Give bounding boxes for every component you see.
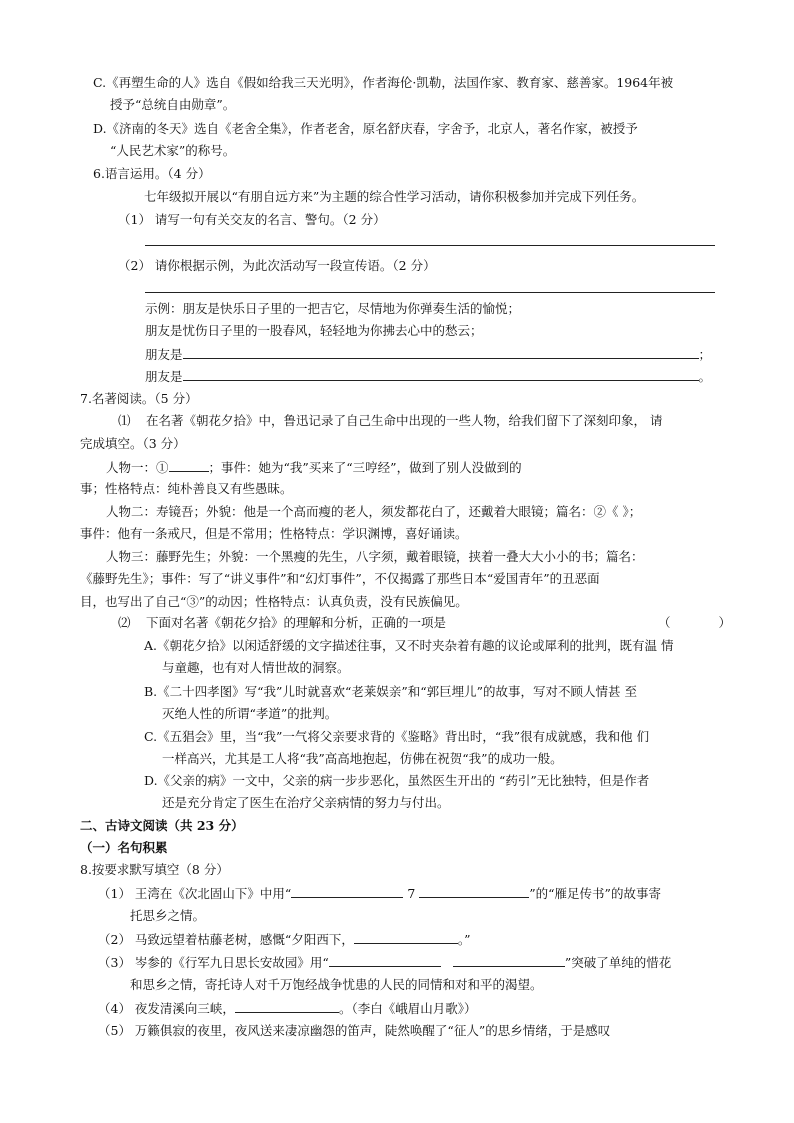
q8-item5-line1: （5） 万籁俱寂的夜里，夜风送来凄凉幽怨的笛声，陡然唤醒了“征人”的思乡情绪，于是感叹 xyxy=(98,1023,611,1038)
q7-person2-line1: 人物二：寿镜吾；外貌：他是一个高而瘦的老人，须发都花白了，还戴着大眼镜；篇名：②《 》； xyxy=(106,504,642,519)
q8-item4-suffix: 。（李白《峨眉山月歌》） xyxy=(338,1001,477,1016)
q8-title: 8.按要求默写填空（8 分） xyxy=(80,862,229,877)
section2-title: 二、古诗文阅读（共 23 分） xyxy=(80,818,244,833)
q7-option-d-line2: 还是充分肯定了医生在治疗父亲病情的努力与付出。 xyxy=(162,795,450,810)
q8-item1-mid: 7 xyxy=(407,886,416,901)
q7-person2-line2: 事件：他有一条戒尺，但是不常用；性格特点：学识渊博，喜好诵读。 xyxy=(80,526,468,541)
q6-example-line2: 朋友是忧伤日子里的一股春风，轻轻地为你拂去心中的愁云； xyxy=(145,323,483,338)
q8-item3-line2: 和思乡之情，寄托诗人对千万饱经战争忧患的人民的同情和对和平的渴望。 xyxy=(130,977,543,992)
q7-option-c-line2: 一样高兴，尤其是工人将“我”高高地抱起，仿佛在祝贺“我”的成功一般。 xyxy=(162,751,563,766)
q8-item2-blank[interactable] xyxy=(354,931,458,944)
q5-option-c-line1: C.《再塑生命的人》选自《假如给我三天光明》，作者海伦·凯勒，法国作家、教育家、慈善家。1964年被 xyxy=(93,75,674,90)
q8-item1-suffix: ”的“雁足传书”的故事寄 xyxy=(529,886,661,901)
q5-option-d-line2: “人民艺术家”的称号。 xyxy=(110,143,236,158)
q6-title: 6.语言运用。（4 分） xyxy=(93,166,211,181)
q7-person1-blank[interactable] xyxy=(169,459,209,472)
q7-sub2-text: 下面对名著《朝花夕拾》的理解和分析，正确的一项是 xyxy=(146,615,447,630)
q8-item1-blank2[interactable] xyxy=(419,885,529,898)
q7-person3-line3: 目，也写出了自己“③”的动因；性格特点：认真负责，没有民族偏见。 xyxy=(80,594,468,609)
q8-item3-blank2[interactable] xyxy=(453,954,565,967)
q8-item3-prefix: （3） 岑参的《行军九日思长安故园》用“ xyxy=(98,955,329,970)
q7-sub2-num: ⑵ xyxy=(118,615,131,630)
q7-sub2-answer-paren[interactable] xyxy=(658,615,731,631)
q6-example-line1: 示例：朋友是快乐日子里的一把吉它，尽情地为你弹奏生活的愉悦； xyxy=(145,301,521,316)
q7-sub1-text: 在名著《朝花夕拾》中，鲁迅记录了自己生命中出现的一些人物，给我们留下了深刻印象， 请 xyxy=(146,413,663,428)
q7-person1-line1 xyxy=(106,459,522,476)
q8-item3-suffix: ”突破了单纯的惜花 xyxy=(564,955,672,970)
q8-item1-blank1[interactable] xyxy=(291,885,403,898)
q6-friend-blank-b[interactable] xyxy=(183,368,699,381)
q6-friend-blank-a[interactable] xyxy=(183,346,699,359)
q5-option-c-line2: 授予“总统自由勋章”。 xyxy=(110,97,236,112)
q6-friend-end-a: ； xyxy=(698,347,712,362)
q8-item4 xyxy=(98,1000,476,1017)
q8-item1-line2: 托思乡之情。 xyxy=(130,908,206,923)
q6-friend-line-a xyxy=(145,346,711,363)
q8-item4-prefix: （4） 夜发清溪向三峡， xyxy=(98,1001,235,1016)
q7-person1-label: 人物一：① xyxy=(106,460,169,475)
q7-option-b-line2: 灭绝人性的所谓“孝道”的批判。 xyxy=(162,706,338,721)
q8-item1-prefix: （1） 王湾在《次北固山下》中用“ xyxy=(98,886,292,901)
q6-friend-label-b: 朋友是 xyxy=(145,369,183,384)
q6-friend-end-b: 。 xyxy=(698,369,712,384)
q6-sub1-answer-line[interactable] xyxy=(145,245,715,246)
q8-item2 xyxy=(98,931,470,948)
q8-item3-line1 xyxy=(98,954,671,971)
q7-option-a-line2: 与童趣，也有对人情世故的洞察。 xyxy=(162,660,350,675)
q8-item2-suffix: 。” xyxy=(457,932,471,947)
q7-person3-line1: 人物三：藤野先生；外貌：一个黑瘦的先生，八字须，戴着眼镜，挟着一叠大大小小的书；篇名： xyxy=(106,549,644,564)
q8-item1-line1 xyxy=(98,885,661,902)
section2-subtitle: （一）名句积累 xyxy=(80,840,168,855)
q7-person1-event: ；事件：她为“我”买来了“三哼经”，做到了别人没做到的 xyxy=(208,460,522,475)
q6-sub1: （1） 请写一句有关交友的名言、警句。（2 分） xyxy=(118,212,386,227)
q6-intro: 七年级拟开展以“有朋自远方来”为主题的综合性学习活动，请你积极参加并完成下列任务。 xyxy=(144,189,645,204)
q8-item4-blank[interactable] xyxy=(235,1000,339,1013)
q8-item3-blank1[interactable] xyxy=(329,954,441,967)
q6-friend-label-a: 朋友是 xyxy=(145,347,183,362)
q7-paren-right: ） xyxy=(718,615,732,630)
q7-title: 7.名著阅读。（5 分） xyxy=(80,391,198,406)
q7-option-d-line1: D.《父亲的病》一文中，父亲的病一步步恶化，虽然医生开出的 “药引”无比独特，但是作者 xyxy=(144,773,650,788)
q5-option-d-line1: D.《济南的冬天》选自《老舍全集》，作者老舍，原名舒庆春，字舍予，北京人，著名作家，被授予 xyxy=(93,121,638,136)
q7-person3-line2: 《藤野先生》；事件：写了“讲义事件”和“幻灯事件”，不仅揭露了那些日本“爱国青年”的丑恶面 xyxy=(80,571,600,586)
q7-person1-line2: 事；性格特点：纯朴善良又有些愚昧。 xyxy=(80,481,293,496)
q7-option-c-line1: C.《五猖会》里，当“我”一气将父亲要求背的《鉴略》背出时，“我”很有成就感，我和他 们 xyxy=(144,729,650,744)
q6-sub2: （2） 请你根据示例，为此次活动写一段宣传语。（2 分） xyxy=(118,258,436,273)
q7-option-b-line1: B.《二十四孝图》写“我”儿时就喜欢“老莱娱亲”和“郭巨埋儿”的故事，写对不顾人情甚 至 xyxy=(144,684,637,699)
q6-friend-line-b xyxy=(145,368,711,385)
q8-item2-prefix: （2） 马致远望着枯藤老树，感慨“夕阳西下， xyxy=(98,932,354,947)
q6-sub2-answer-line[interactable] xyxy=(145,292,715,293)
q7-sub1-num: ⑴ xyxy=(118,413,131,428)
q7-paren-left: （ xyxy=(658,615,671,630)
q7-option-a-line1: A.《朝花夕拾》以闲适舒缓的文字描述往事，又不时夹杂着有趣的议论或犀利的批判，既有温 情 xyxy=(144,638,674,653)
q7-sub1-text2: 完成填空。（3 分） xyxy=(80,436,186,451)
